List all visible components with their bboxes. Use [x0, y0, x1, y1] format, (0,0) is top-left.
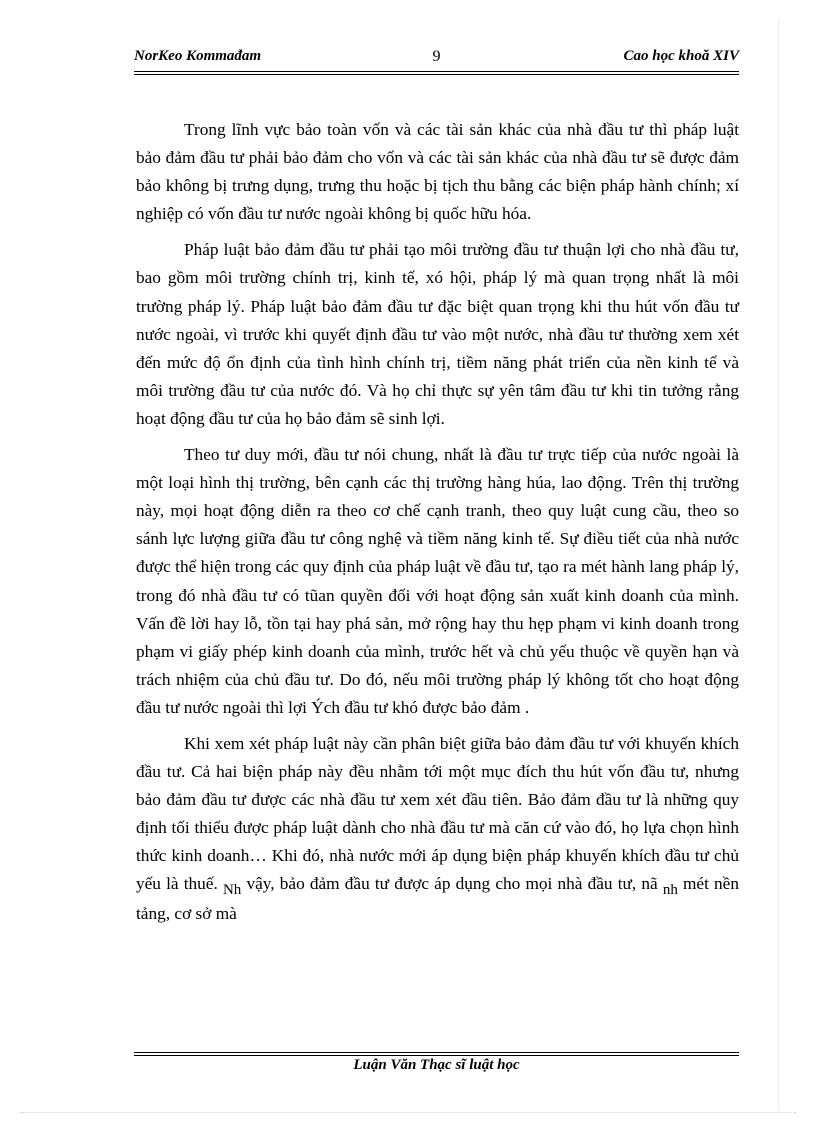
page-footer: Luận Văn Thạc sĩ luật học: [353, 1057, 520, 1073]
paragraph-4-part-a: Khi xem xét pháp luật này cần phân biệt giữa bảo đảm đầu tư với khuyến khích đầu tư. Cả hai biện pháp này đều nhằm tới một mục đích thu hút vốn đầu tư, nhưng bảo đảm đầu tư được các nhà đầu tư xem xét đầu tiên. Bảo đảm đầu tư là những quy định tối thiểu được pháp luật dành cho nhà đầu tư mà căn cứ vào đó, họ lựa chọn hình thức kinh doanh… Khi đó, nhà nước mới áp dụng biện pháp khuyến khích đầu tư chủ yếu là thuế.: [136, 733, 739, 894]
footer-divider: [134, 1052, 739, 1053]
paragraph-4-fragment-1: Nh: [222, 882, 242, 899]
header-course: Cao học khoă XIV: [623, 48, 739, 64]
header-divider: [134, 71, 739, 72]
paragraph-2: Pháp luật bảo đảm đầu tư phải tạo môi trường đầu tư thuận lợi cho nhà đầu tư, bao gồm môi trường chính trị, kinh tế, xó hội, pháp lý mà quan trọng nhất là môi trường pháp lý. Pháp luật bảo đảm đầu tư đặc biệt quan trọng khi thu hút vốn đầu tư nước ngoài, vì trước khi quyết định đầu tư vào một nước, nhà đầu tư thường xem xét đến mức độ ổn định của tình hình chính trị, tiềm năng phát triển của nền kinh tế và môi trường đầu tư của nước đó. Và họ chỉ thực sự yên tâm đầu tư khi tin tưởng rằng hoạt động đầu tư của họ bảo đảm sẽ sinh lợi.: [136, 240, 739, 428]
paragraph-4: [136, 730, 739, 928]
paragraph-3: Theo tư duy mới, đầu tư nói chung, nhất là đầu tư trực tiếp của nước ngoài là một loại hình thị trường, bên cạnh các thị trường hàng húa, lao động. Trên thị trường này, mọi hoạt động diễn ra theo cơ chế cạnh tranh, theo quy luật cung cầu, theo so sánh lực lượng giữa đầu tư công nghệ và tiềm năng kinh tế. Sự điều tiết của nhà nước được thể hiện trong các quy định của pháp luật về đầu tư, tạo ra mét hành lang pháp lý, trong đó nhà đầu tư có tũan quyền đối với hoạt động sản xuất kinh doanh của mình. Vấn đề lời hay lỗ, tồn tại hay phá sản, mở rộng hay thu hẹp phạm vi kinh doanh trong phạm vi giấy phép kinh doanh của mình, trước hết và chủ yếu thuộc về quyền hạn và trách nhiệm của chủ đầu tư. Do đó, nếu môi trường pháp lý không tốt cho hoạt động đầu tư nước ngoài thì lợi Ých đầu tư khó được bảo đảm .: [136, 445, 739, 717]
page-edge-right: [778, 20, 779, 1110]
footer-divider-thin: [134, 1055, 739, 1056]
page-edge-bottom: [20, 1112, 796, 1113]
page-header: [134, 48, 739, 70]
paragraph-1: Trong lĩnh vực bảo toàn vốn và các tài sản khác của nhà đầu tư thì pháp luật bảo đảm đầu tư phải bảo đảm cho vốn và các tài sản khác của nhà đầu tư sẽ được đảm bảo không bị trưng dụng, trưng thu hoặc bị tịch thu bằng các biện pháp hành chính; xí nghiệp có vốn đầu tư nước ngoài không bị quốc hữu hóa.: [136, 120, 739, 224]
header-divider-thin: [134, 74, 739, 75]
paragraph-4-fragment-2: nh: [662, 882, 678, 899]
paragraph-4-part-b: vậy, bảo đảm đầu tư được áp dụng cho mọi nhà đầu tư, nã: [241, 874, 663, 894]
paragraph-4-part-c: mét nền tảng, cơ sở mà: [136, 874, 739, 923]
body-text: [136, 116, 739, 928]
header-author: NorKeo Kommađam: [134, 48, 262, 64]
header-page-number: 9: [432, 48, 441, 65]
